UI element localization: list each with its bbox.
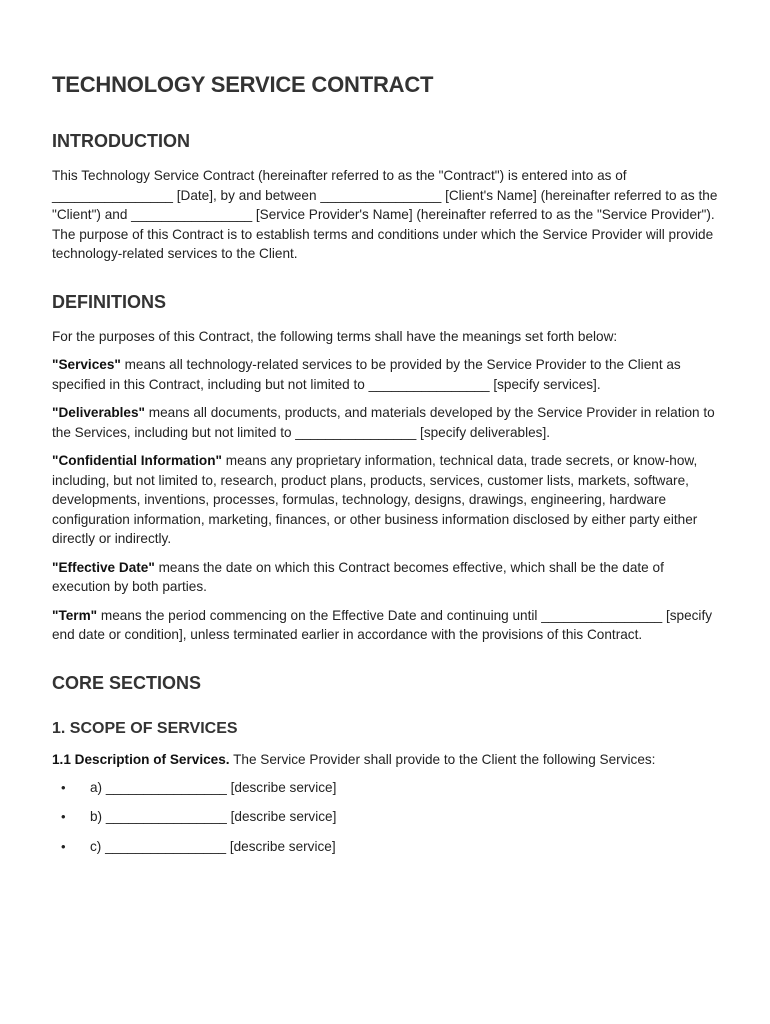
- definitions-intro: For the purposes of this Contract, the following terms shall have the meanings set forth below:: [52, 328, 618, 344]
- list-item-text: b) ________________ [describe service]: [90, 809, 337, 825]
- definition-text: means the date on which this Contract becomes effective, which shall be the date of execution by both parties.: [52, 559, 664, 594]
- core-sections: [52, 670, 720, 857]
- definition-term: "Confidential Information": [52, 453, 222, 468]
- definition-term: "Effective Date": [52, 559, 155, 575]
- bullet-icon: •: [61, 780, 66, 795]
- definition-term: "Term": [52, 607, 98, 623]
- definition-confidential-information: [52, 451, 720, 549]
- introduction-text: This Technology Service Contract (hereinafter referred to as the "Contract") is entered into as of ________________ [Date], by and between ________________ [Client's Name] (hereinafter referred to as the "Client") and ________________ [Service Provider's Name] (hereinafter referred to as the "Service Provider"). The purpose of this Contract is to establish terms and conditions under which the Service Provider will provide technology-related services to the Client.: [52, 168, 718, 261]
- list-item: [52, 837, 720, 857]
- definitions-section: [52, 289, 720, 645]
- list-item-text: c) ________________ [describe service]: [90, 838, 336, 854]
- list-item: [52, 778, 720, 798]
- clause-text: The Service Provider shall provide to the Client the following Services:: [229, 751, 656, 767]
- core-sections-heading: CORE SECTIONS: [52, 672, 202, 693]
- definition-effective-date: [52, 558, 720, 597]
- definition-text: means all documents, products, and materials developed by the Service Provider in relation to the Services, including but not limited to ________________ [specify deliverables].: [52, 405, 715, 440]
- bullet-icon: •: [61, 838, 66, 854]
- list-item: [52, 807, 720, 827]
- definition-text: means the period commencing on the Effective Date and continuing until ________________ [specify end date or condition], unless terminated earlier in accordance with the provisions of this Contract.: [52, 607, 713, 642]
- definition-services: [52, 355, 720, 394]
- introduction-heading: INTRODUCTION: [52, 131, 190, 151]
- clause-1-1: [52, 750, 720, 770]
- definition-term: "Services": [52, 357, 121, 372]
- definition-text: means any proprietary information, technical data, trade secrets, or know-how, including, but not limited to, research, product plans, products, services, customer lists, markets, software, developments, inventions, processes, formulas, technology, designs, drawings, engineering, hardware configuration information, marketing, finances, or other business information disclosed by either party either directly or indirectly.: [52, 453, 698, 546]
- bullet-icon: •: [61, 809, 66, 825]
- definition-term-period: [52, 606, 720, 645]
- list-item-text: a) ________________ [describe service]: [90, 780, 337, 795]
- scope-of-services-heading: 1. SCOPE OF SERVICES: [52, 719, 238, 737]
- definition-term: "Deliverables": [52, 405, 145, 420]
- introduction-section: [52, 128, 720, 264]
- definition-text: means all technology-related services to be provided by the Service Provider to the Client as specified in this Contract, including but not limited to ________________ [specify services].: [52, 357, 681, 392]
- contract-document: [52, 70, 720, 866]
- services-list: [52, 778, 720, 856]
- document-title: TECHNOLOGY SERVICE CONTRACT: [52, 72, 434, 97]
- definition-deliverables: [52, 403, 720, 442]
- definitions-heading: DEFINITIONS: [52, 291, 167, 312]
- clause-label: 1.1 Description of Services.: [52, 751, 230, 767]
